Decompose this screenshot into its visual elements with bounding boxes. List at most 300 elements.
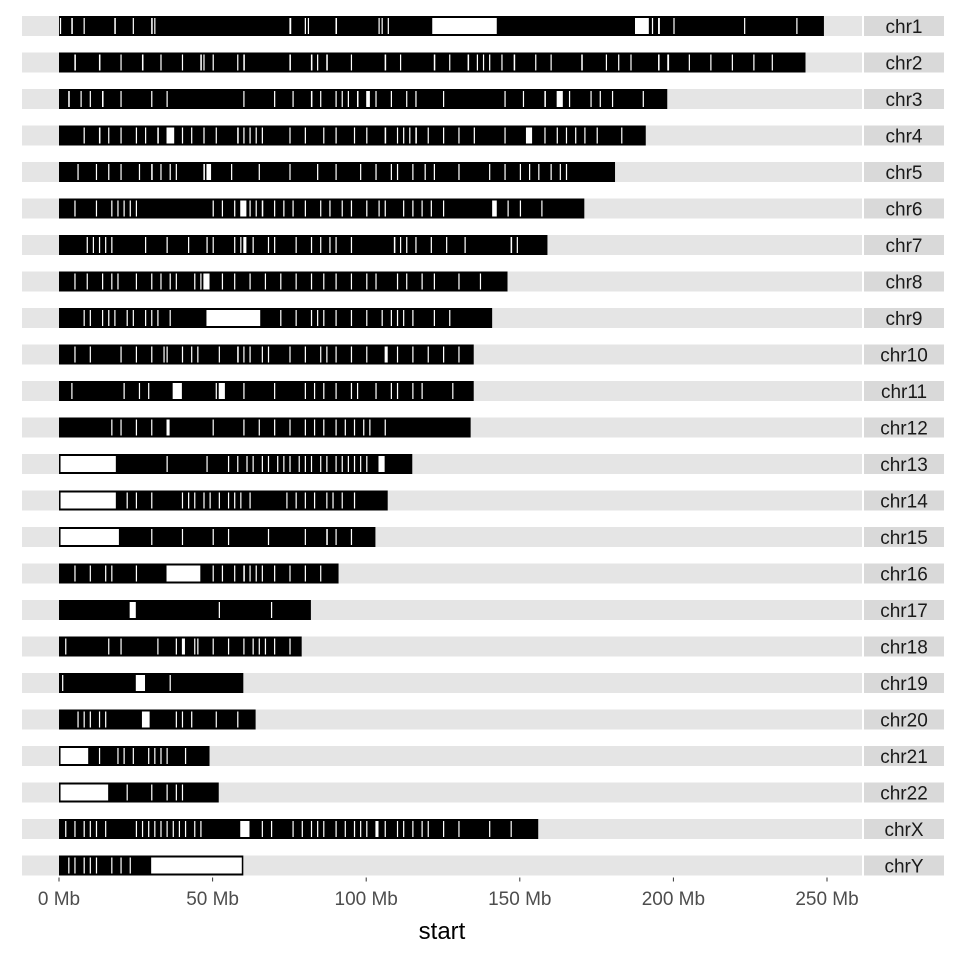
gap-chr3-5 [151, 91, 152, 107]
gap-chr11-12 [335, 383, 336, 399]
gap-chr2-36 [732, 55, 733, 71]
gap-chr17-0 [130, 602, 136, 618]
chromosome-bar-chr8 [59, 272, 508, 292]
gap-chr4-11 [216, 128, 217, 144]
gap-chr4-10 [203, 128, 204, 144]
gap-chr21-1 [99, 748, 100, 764]
gap-chr6-26 [412, 201, 413, 217]
gap-chr10-1 [90, 347, 91, 363]
gap-chr4-34 [544, 128, 545, 144]
gap-chr12-15 [354, 420, 355, 436]
gap-chr8-29 [458, 274, 459, 290]
gap-chr2-35 [710, 55, 711, 71]
gap-chr2-14 [326, 55, 328, 71]
gap-chr10-16 [289, 347, 290, 363]
gap-chr9-6 [133, 310, 134, 326]
gap-chr2-18 [434, 55, 436, 71]
gap-chr13-10 [283, 456, 284, 472]
gap-chr10-5 [163, 347, 164, 363]
gap-chr12-4 [167, 420, 170, 436]
gap-chr11-8 [274, 383, 275, 399]
gap-chr9-2 [102, 310, 103, 326]
gap-chr3-25 [557, 91, 563, 107]
gap-chr8-24 [375, 274, 376, 290]
gap-chr4-29 [443, 128, 444, 144]
gap-chr1-5 [151, 18, 153, 34]
gap-chr3-2 [90, 91, 91, 107]
gap-chr2-19 [449, 55, 450, 71]
gap-chr4-40 [621, 128, 622, 144]
gap-chr9-8 [151, 310, 152, 326]
gap-chr9-13 [296, 310, 297, 326]
gap-chr8-20 [323, 274, 324, 290]
gap-chr7-12 [243, 237, 246, 253]
gap-chr12-0 [111, 420, 112, 436]
chromosome-row-chr15 [22, 527, 944, 549]
gap-chr5-16 [360, 164, 361, 180]
gap-chr20-8 [191, 712, 192, 728]
gap-chr14-15 [296, 493, 297, 509]
gap-chr6-3 [117, 201, 118, 217]
gap-chr8-26 [406, 274, 407, 290]
gap-chr8-0 [74, 274, 75, 290]
gap-chr9-7 [145, 310, 146, 326]
gap-chr12-7 [259, 420, 260, 436]
gap-chr14-14 [286, 493, 287, 509]
gap-chr16-12 [262, 566, 263, 582]
chromosome-bar-chr20 [59, 710, 256, 730]
gap-chr20-4 [105, 712, 106, 728]
gap-chr22-4 [176, 785, 177, 801]
gap-chr4-17 [289, 128, 290, 144]
gap-chr7-14 [268, 237, 269, 253]
gap-chr10-6 [167, 347, 168, 363]
gap-chr20-10 [237, 712, 238, 728]
gap-chr10-26 [428, 347, 429, 363]
gap-chr18-10 [243, 639, 244, 655]
gap-chrX-17 [240, 821, 249, 837]
gap-chr9-9 [157, 310, 158, 326]
chromosome-row-chrX [22, 819, 944, 841]
gap-chr9-24 [412, 310, 413, 326]
gap-chr5-7 [170, 164, 171, 180]
gap-chr10-24 [397, 347, 398, 363]
gap-chr16-14 [289, 566, 290, 582]
gap-chr13-9 [277, 456, 278, 472]
gap-chr3-0 [68, 91, 70, 107]
gap-chrY-6 [120, 858, 121, 874]
gap-chr16-4 [136, 566, 137, 582]
gap-chr16-1 [90, 566, 91, 582]
gap-chr4-32 [504, 128, 505, 144]
chromosome-bar-chrX [59, 819, 538, 839]
gap-chr2-22 [483, 55, 484, 71]
gap-chr2-17 [400, 55, 401, 71]
gap-chr8-2 [102, 274, 103, 290]
gap-chr11-4 [173, 383, 182, 399]
gap-chr6-28 [431, 201, 432, 217]
gap-chr17-2 [271, 602, 272, 618]
gap-chr11-17 [397, 383, 398, 399]
gap-chr4-3 [120, 128, 121, 144]
x-tick-label: 250 Mb [795, 889, 859, 910]
gap-chr7-29 [511, 237, 513, 253]
gap-chr15-1 [151, 529, 152, 545]
gap-chrY-4 [96, 858, 97, 874]
gap-chrX-0 [65, 821, 66, 837]
gap-chr13-18 [342, 456, 343, 472]
chromosome-row-chr8 [22, 272, 944, 294]
gap-chr2-29 [606, 55, 607, 71]
gap-chr3-28 [600, 91, 601, 107]
gap-chr12-2 [136, 420, 137, 436]
gap-chr11-16 [391, 383, 392, 399]
gap-chr19-1 [136, 675, 145, 691]
gap-chr7-2 [99, 237, 100, 253]
gap-chr18-0 [65, 639, 66, 655]
gap-chr6-11 [249, 201, 250, 217]
gap-chr1-18 [673, 18, 674, 34]
gap-chr12-6 [243, 420, 244, 436]
gap-chr12-18 [385, 420, 386, 436]
gap-chr12-17 [369, 420, 370, 436]
gap-chr3-15 [357, 91, 359, 107]
gap-chrX-2 [84, 821, 85, 837]
gap-chr4-35 [557, 128, 558, 144]
gap-chr5-30 [560, 164, 561, 180]
gap-chr5-23 [458, 164, 459, 180]
gap-chr13-14 [311, 456, 312, 472]
gap-chr5-21 [425, 164, 426, 180]
gap-chr2-15 [351, 55, 352, 71]
gap-chr2-23 [489, 55, 490, 71]
gap-chrX-5 [105, 821, 106, 837]
gap-chr4-30 [458, 128, 459, 144]
gap-chr2-7 [203, 55, 204, 71]
gap-chr9-22 [397, 310, 398, 326]
gap-chr5-28 [538, 164, 539, 180]
gap-chr8-10 [194, 274, 195, 290]
gap-chr18-7 [197, 639, 198, 655]
gap-chr1-17 [658, 18, 660, 34]
gap-chr10-15 [268, 347, 269, 363]
gap-chr14-1 [127, 493, 128, 509]
chromosome-bar-chr6 [59, 199, 584, 219]
gap-chr3-14 [348, 91, 349, 107]
gap-chrX-37 [443, 821, 444, 837]
gap-chr13-4 [237, 456, 238, 472]
strip-label-chr19: chr19 [880, 674, 928, 695]
gap-chr10-27 [443, 347, 444, 363]
gap-chrX-26 [345, 821, 346, 837]
gap-chr9-3 [108, 310, 109, 326]
x-tick-label: 50 Mb [186, 889, 240, 910]
gap-chr13-15 [320, 456, 321, 472]
gap-chr16-15 [305, 566, 306, 582]
strip-label-chr16: chr16 [880, 564, 928, 586]
gap-chr1-3 [114, 18, 116, 34]
gap-chr4-36 [566, 128, 567, 144]
gap-chr3-10 [311, 91, 313, 107]
gap-chr12-9 [289, 420, 290, 436]
gap-chr1-9 [308, 18, 309, 34]
gap-chr8-11 [200, 274, 201, 290]
gap-chr2-38 [772, 55, 773, 71]
gap-chr22-2 [151, 785, 152, 801]
gap-chr8-1 [87, 274, 88, 290]
gap-chr9-15 [317, 310, 318, 326]
strip-label-chr14: chr14 [880, 491, 928, 513]
gap-chr5-22 [434, 164, 435, 180]
gap-chr11-11 [323, 383, 324, 399]
gap-chr2-2 [120, 55, 121, 71]
gap-chr12-13 [335, 420, 336, 436]
gap-chr22-3 [167, 785, 168, 801]
gap-chr13-6 [253, 456, 254, 472]
gap-chr3-29 [612, 91, 613, 107]
gap-chr7-30 [517, 237, 518, 253]
gap-chr10-14 [262, 347, 263, 363]
gap-chrX-4 [96, 821, 97, 837]
gap-chr5-4 [139, 164, 140, 180]
gap-chrX-8 [148, 821, 149, 837]
gap-chrY-0 [68, 858, 69, 874]
gap-chr3-30 [643, 91, 644, 107]
gap-chr1-15 [635, 18, 649, 34]
gap-chr4-18 [305, 128, 306, 144]
gap-chr6-14 [274, 201, 275, 217]
gap-chr5-19 [397, 164, 398, 180]
gap-chr5-6 [160, 164, 161, 180]
gap-chr18-15 [289, 639, 290, 655]
gap-chr4-31 [474, 128, 475, 144]
gap-chr18-9 [228, 639, 229, 655]
gap-chr3-3 [102, 91, 104, 107]
gap-chrX-40 [511, 821, 512, 837]
x-axis-title: start [418, 918, 466, 945]
gap-chrY-8 [151, 858, 242, 874]
gap-chr2-6 [200, 55, 202, 71]
gap-chr1-4 [133, 18, 134, 34]
chromosome-rows [22, 16, 944, 878]
gap-chr13-23 [378, 456, 384, 472]
gap-chr2-8 [213, 55, 214, 71]
gap-chrX-22 [311, 821, 312, 837]
gap-chr6-10 [240, 201, 246, 217]
gap-chrX-10 [160, 821, 161, 837]
x-axis [38, 878, 859, 911]
gap-chr5-8 [176, 164, 177, 180]
gap-chrX-38 [458, 821, 459, 837]
gap-chr16-8 [234, 566, 235, 582]
gap-chr20-5 [142, 712, 150, 728]
gap-chr7-19 [329, 237, 330, 253]
gap-chr19-0 [62, 675, 63, 691]
gap-chr4-9 [191, 128, 192, 144]
gap-chr11-14 [357, 383, 358, 399]
strip-label-chr3: chr3 [885, 90, 923, 111]
gap-chrX-36 [428, 821, 429, 837]
gap-chr2-28 [581, 55, 583, 71]
gap-chr9-25 [434, 310, 435, 326]
gap-chr9-10 [170, 310, 171, 326]
gap-chr14-4 [182, 493, 183, 509]
gap-chr10-28 [458, 347, 459, 363]
gap-chr18-11 [253, 639, 254, 655]
gap-chr7-15 [274, 237, 275, 253]
gap-chr15-3 [213, 529, 214, 545]
gap-chr12-16 [363, 420, 364, 436]
gap-chr10-13 [249, 347, 250, 363]
gap-chr3-18 [391, 91, 392, 107]
strip-label-chr6: chr6 [885, 199, 923, 221]
gap-chr18-3 [157, 639, 158, 655]
gap-chr6-31 [508, 201, 509, 217]
chromosome-row-chr6 [22, 199, 944, 221]
gap-chr4-2 [108, 128, 109, 144]
gap-chr12-11 [314, 420, 315, 436]
gap-chr9-26 [449, 310, 450, 326]
gap-chr16-3 [111, 566, 112, 582]
gap-chr3-4 [120, 91, 121, 107]
gap-chr6-16 [292, 201, 293, 217]
gap-chr5-27 [529, 164, 530, 180]
strip-label-chr10: chr10 [880, 345, 928, 367]
gap-chr4-6 [157, 128, 159, 144]
x-tick-label: 100 Mb [334, 889, 398, 910]
gap-chr10-7 [182, 347, 183, 363]
gap-chr11-3 [148, 383, 149, 399]
gap-chr10-21 [351, 347, 352, 363]
gap-chr18-5 [182, 639, 185, 655]
strip-label-chr5: chr5 [885, 163, 923, 184]
chromosome-row-chr4 [22, 126, 944, 148]
gap-chr2-37 [753, 55, 754, 71]
gap-chr15-8 [335, 529, 336, 545]
gap-chr1-13 [388, 18, 389, 34]
gap-chr2-25 [514, 55, 516, 71]
gap-chr2-26 [535, 55, 536, 71]
gap-chr7-28 [465, 237, 466, 253]
gap-chr18-2 [120, 639, 121, 655]
gap-chr13-20 [354, 456, 355, 472]
gap-chr3-27 [590, 91, 591, 107]
gap-chr18-12 [259, 639, 260, 655]
gap-chr9-1 [90, 310, 91, 326]
gap-chr14-17 [314, 493, 315, 509]
gap-chrX-20 [292, 821, 293, 837]
chromosome-bar-chr7 [59, 235, 547, 255]
gap-chr4-4 [136, 128, 137, 144]
gap-chr7-23 [400, 237, 401, 253]
gap-chr21-5 [148, 748, 149, 764]
gap-chr7-26 [431, 237, 432, 253]
gap-chr14-18 [326, 493, 327, 509]
gap-chr20-2 [90, 712, 91, 728]
gap-chr11-18 [412, 383, 413, 399]
gap-chr14-13 [249, 493, 250, 509]
gap-chr13-11 [289, 456, 290, 472]
gap-chr3-12 [335, 91, 336, 107]
gap-chr15-6 [305, 529, 306, 545]
gap-chr6-0 [74, 201, 75, 217]
gap-chrX-24 [323, 821, 324, 837]
strip-label-chr7: chr7 [885, 236, 923, 257]
gap-chr8-21 [335, 274, 336, 290]
gap-chr8-4 [117, 274, 118, 290]
gap-chr7-18 [320, 237, 321, 253]
gap-chrX-16 [200, 821, 201, 837]
gap-chr7-17 [311, 237, 312, 253]
gap-chr10-8 [191, 347, 192, 363]
chromosome-row-chr20 [22, 710, 944, 732]
gap-chr4-28 [428, 128, 429, 144]
gap-chr14-12 [240, 493, 241, 509]
gap-chr5-24 [489, 164, 490, 180]
gap-chr3-19 [406, 91, 407, 107]
gap-chr10-0 [74, 347, 75, 363]
gap-chr7-0 [87, 237, 88, 253]
gap-chr7-21 [351, 237, 352, 253]
gap-chr3-7 [243, 91, 244, 107]
gap-chrX-34 [412, 821, 413, 837]
gap-chr11-13 [351, 383, 352, 399]
gap-chr16-16 [320, 566, 321, 582]
gap-chr2-3 [142, 55, 144, 71]
gap-chr8-16 [265, 274, 266, 290]
gap-chr9-0 [84, 310, 85, 326]
gap-chr7-8 [206, 237, 207, 253]
gap-chr11-2 [139, 383, 140, 399]
gap-chr2-10 [243, 55, 245, 71]
gap-chr8-18 [296, 274, 297, 290]
gap-chrY-5 [111, 858, 112, 874]
chromosome-row-chr18 [22, 637, 944, 659]
gap-chr5-18 [391, 164, 392, 180]
gap-chr14-2 [136, 493, 137, 509]
gap-chr9-23 [403, 310, 404, 326]
gap-chr21-2 [117, 748, 118, 764]
gap-chr6-33 [541, 201, 542, 217]
gap-chr3-16 [366, 91, 370, 107]
gap-chr4-19 [323, 128, 324, 144]
gap-chr1-2 [84, 18, 85, 34]
gap-chr18-1 [108, 639, 109, 655]
chromosome-row-chr14 [22, 491, 944, 513]
gap-chr10-23 [385, 347, 388, 363]
gap-chr3-24 [544, 91, 546, 107]
strip-label-chr1: chr1 [885, 17, 923, 38]
strip-label-chr11: chr11 [880, 382, 928, 403]
gap-chr3-8 [274, 91, 275, 107]
gap-chr3-20 [415, 91, 416, 107]
gap-chr8-14 [234, 274, 235, 290]
gap-chr5-3 [120, 164, 121, 180]
gap-chr12-12 [323, 420, 324, 436]
gap-chr7-6 [167, 237, 168, 253]
chromosome-row-chr3 [22, 89, 944, 111]
gap-chr20-3 [99, 712, 100, 728]
strip-label-chr2: chr2 [885, 53, 923, 75]
chromosome-row-chr16 [22, 564, 944, 586]
gap-chr3-6 [167, 91, 168, 107]
gap-chr7-3 [105, 237, 106, 253]
gap-chr8-25 [397, 274, 398, 290]
gap-chr9-5 [127, 310, 128, 326]
gap-chr16-2 [105, 566, 106, 582]
gap-chrX-11 [167, 821, 168, 837]
gap-chr8-27 [421, 274, 422, 290]
